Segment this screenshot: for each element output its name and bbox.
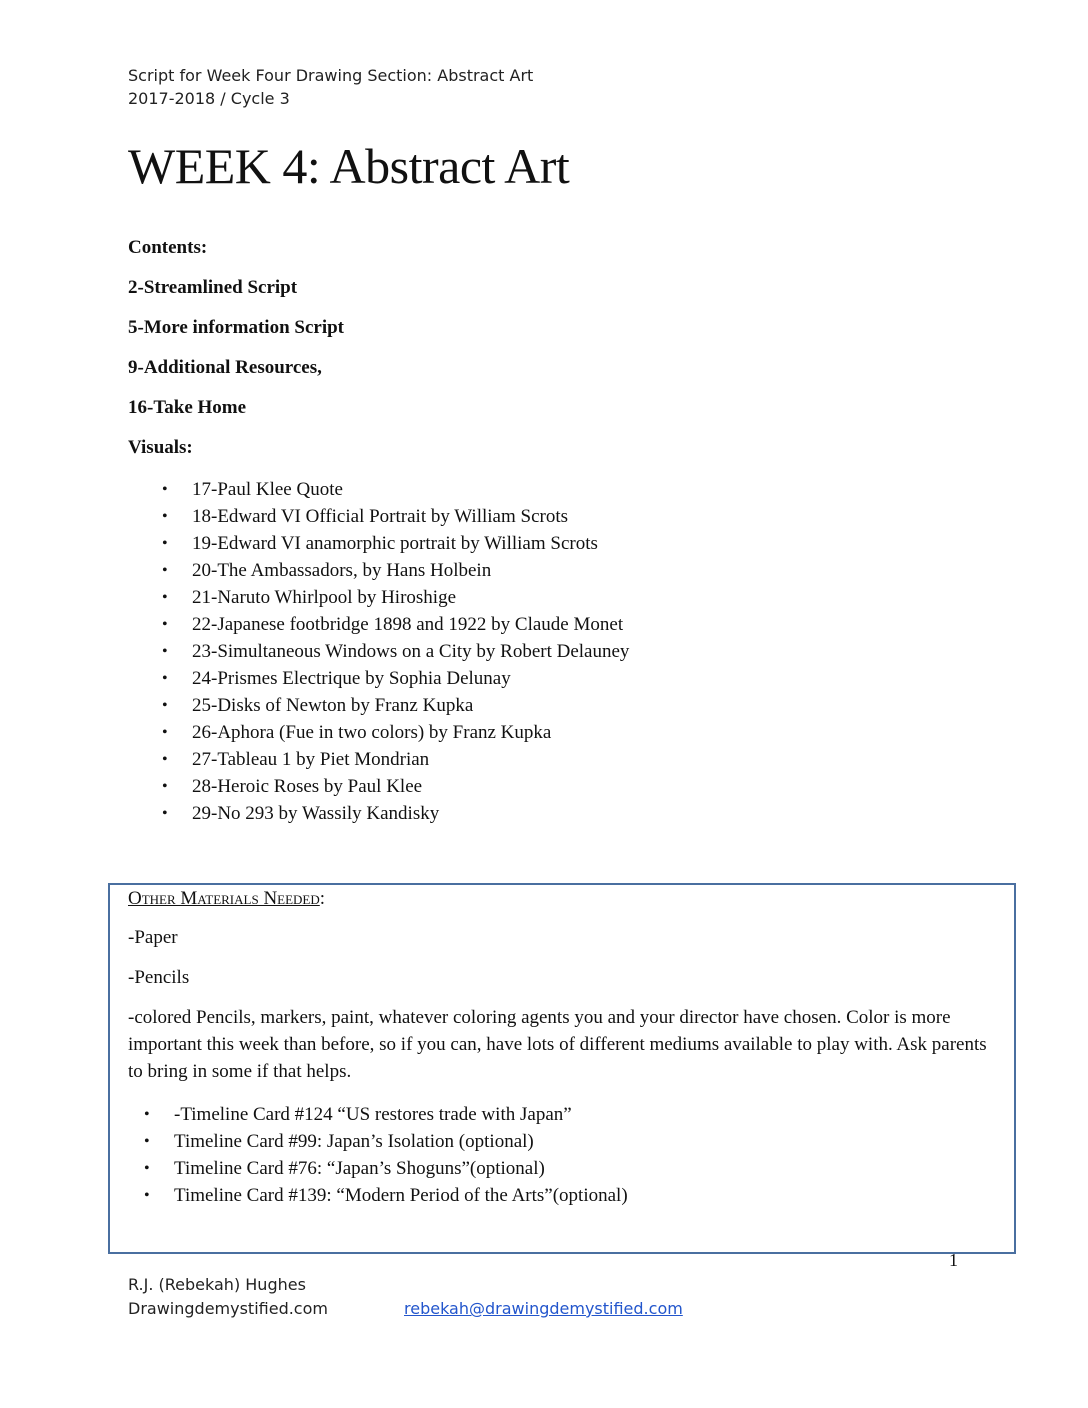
list-item: • 21-Naruto Whirlpool by Hiroshige [128, 584, 629, 611]
timeline-cards-list [110, 1101, 996, 1209]
list-item: • 19-Edward VI anamorphic portrait by William Scrots [128, 530, 629, 557]
bullet-icon: • [162, 616, 168, 633]
list-item: • 20-The Ambassadors, by Hans Holbein [128, 557, 629, 584]
materials-heading: Other Materials Needed: [128, 888, 326, 909]
list-item: • 18-Edward VI Official Portrait by William Scrots [128, 503, 629, 530]
bullet-icon: • [162, 508, 168, 525]
contents-item: 16-Take Home [128, 397, 247, 418]
bullet-icon: • [162, 643, 168, 660]
list-item: • 26-Aphora (Fue in two colors) by Franz Kupka [128, 719, 629, 746]
footer-site: Drawingdemystified.com [128, 1299, 328, 1318]
list-item: • 29-No 293 by Wassily Kandisky [128, 800, 629, 827]
contents-item: 9-Additional Resources, [128, 357, 322, 378]
materials-colored: -colored Pencils, markers, paint, whatever coloring agents you and your director have chosen. Color is more important this week than before, so if you can, have lots of different mediums available to play with. Ask parents to bring in some if that helps. [128, 1007, 987, 1082]
bullet-icon: • [162, 805, 168, 822]
document-footer [128, 1273, 328, 1321]
visuals-heading: Visuals: [128, 437, 193, 458]
bullet-icon: • [144, 1133, 150, 1150]
list-item: • -Timeline Card #124 “US restores trade with Japan” [110, 1101, 996, 1128]
header-line-2: 2017-2018 / Cycle 3 [128, 89, 290, 108]
bullet-icon: • [144, 1106, 150, 1123]
bullet-icon: • [144, 1187, 150, 1204]
materials-box [108, 883, 1016, 1254]
bullet-icon: • [162, 481, 168, 498]
contents-item: 5-More information Script [128, 317, 344, 338]
materials-pencils: -Pencils [128, 967, 190, 988]
bullet-icon: • [162, 589, 168, 606]
bullet-icon: • [162, 535, 168, 552]
list-item: • 23-Simultaneous Windows on a City by Robert Delauney [128, 638, 629, 665]
header-line-1: Script for Week Four Drawing Section: Abstract Art [128, 66, 534, 85]
document-header [128, 64, 533, 110]
bullet-icon: • [144, 1160, 150, 1177]
bullet-icon: • [162, 778, 168, 795]
list-item: • 22-Japanese footbridge 1898 and 1922 by Claude Monet [128, 611, 629, 638]
bullet-icon: • [162, 751, 168, 768]
contents-heading: Contents: [128, 237, 208, 258]
footer-author: R.J. (Rebekah) Hughes [128, 1275, 306, 1294]
bullet-icon: • [162, 562, 168, 579]
page-title: WEEK 4: Abstract Art [128, 138, 570, 194]
list-item: • Timeline Card #76: “Japan’s Shoguns”(optional) [110, 1155, 996, 1182]
visuals-list [128, 476, 629, 827]
contents-section [128, 236, 344, 476]
contents-item: 2-Streamlined Script [128, 277, 298, 298]
list-item: • Timeline Card #139: “Modern Period of the Arts”(optional) [110, 1182, 996, 1209]
list-item: • Timeline Card #99: Japan’s Isolation (optional) [110, 1128, 996, 1155]
list-item: • 28-Heroic Roses by Paul Klee [128, 773, 629, 800]
bullet-icon: • [162, 697, 168, 714]
page-number: 1 [949, 1250, 958, 1270]
list-item: • 17-Paul Klee Quote [128, 476, 629, 503]
bullet-icon: • [162, 724, 168, 741]
materials-paper: -Paper [128, 927, 178, 948]
list-item: • 24-Prismes Electrique by Sophia Delunay [128, 665, 629, 692]
list-item: • 27-Tableau 1 by Piet Mondrian [128, 746, 629, 773]
materials-content [128, 885, 996, 1209]
footer-email-link[interactable]: rebekah@drawingdemystified.com [404, 1299, 683, 1318]
list-item: • 25-Disks of Newton by Franz Kupka [128, 692, 629, 719]
bullet-icon: • [162, 670, 168, 687]
